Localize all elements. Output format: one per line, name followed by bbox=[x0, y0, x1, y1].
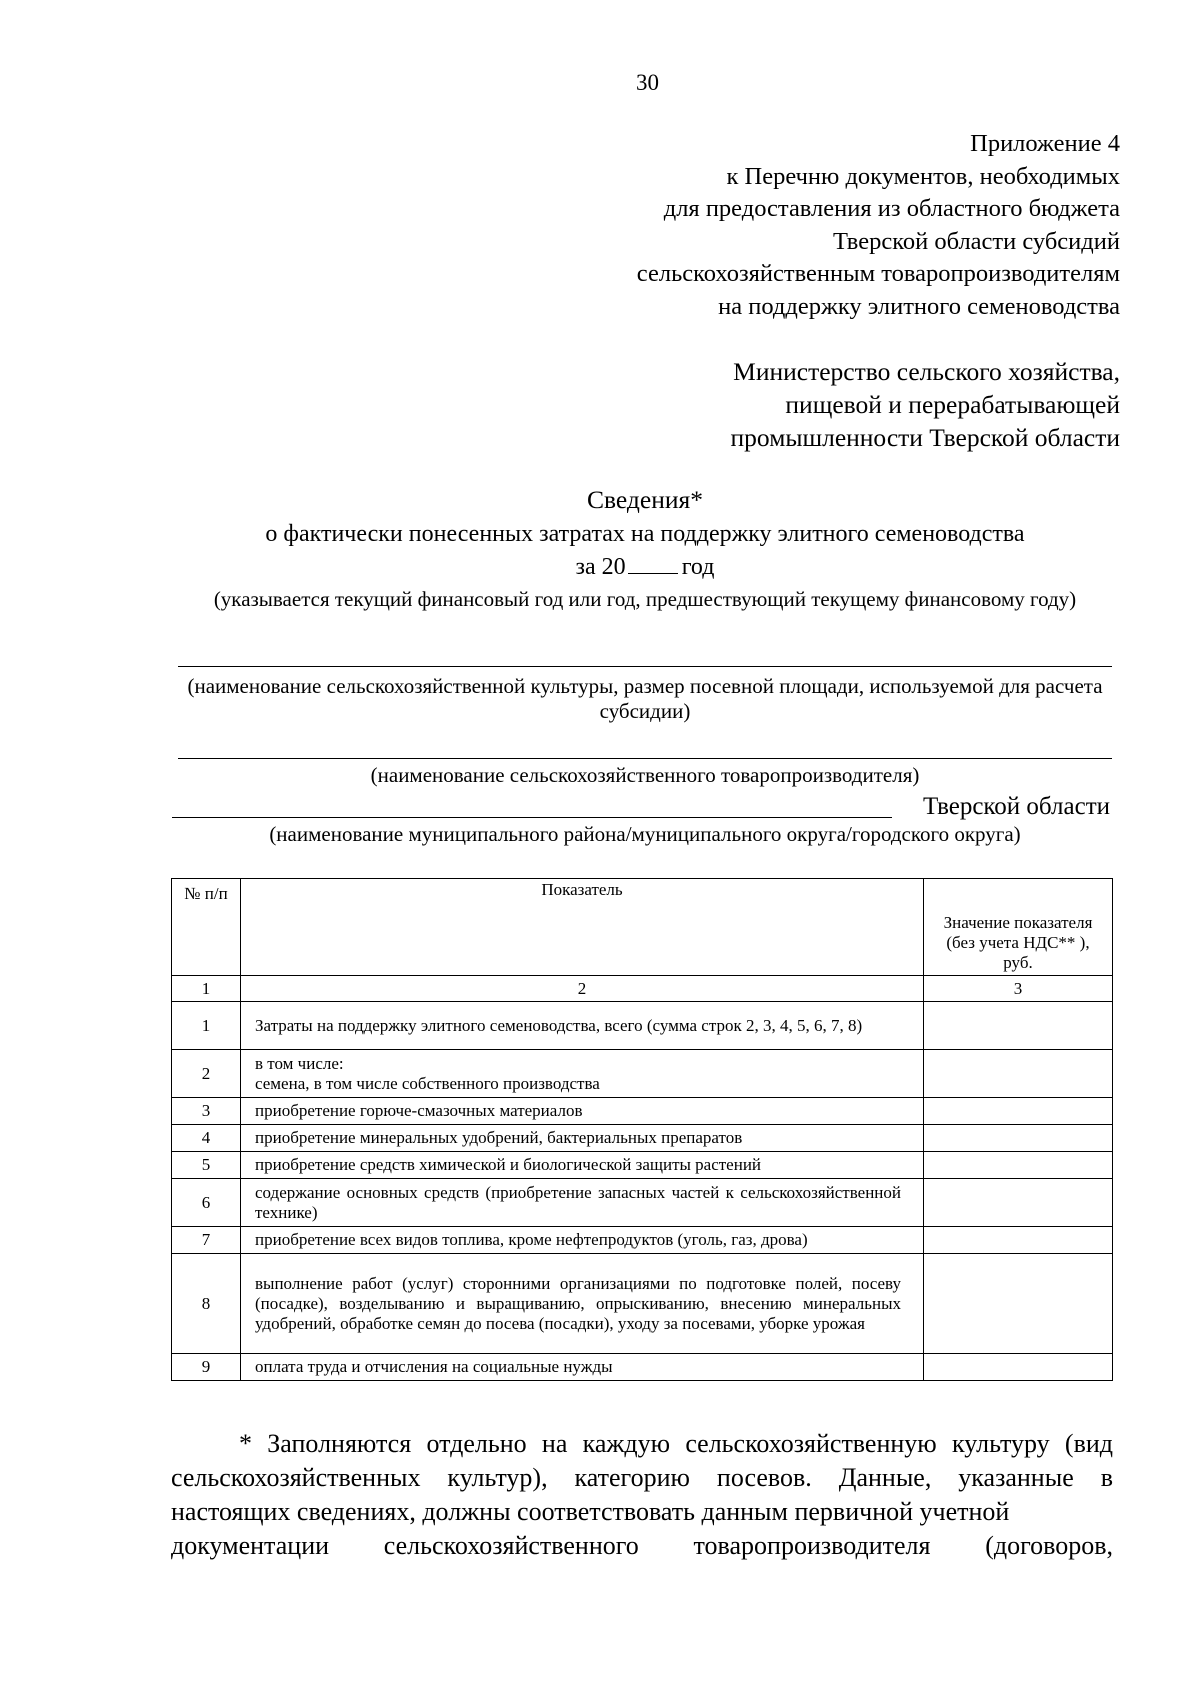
appendix-line: сельскохозяйственным товаропроизводителям bbox=[636, 260, 1120, 287]
header-value: Значение показателя (без учета НДС** ), руб. bbox=[924, 879, 1113, 976]
row-number: 2 bbox=[172, 1050, 241, 1098]
row-value-cell[interactable] bbox=[924, 1152, 1113, 1179]
row-number: 8 bbox=[172, 1254, 241, 1354]
page-number: 30 bbox=[636, 70, 659, 95]
table-row bbox=[172, 1098, 1113, 1125]
header-num: № п/п bbox=[172, 879, 241, 976]
region-suffix: Тверской области bbox=[923, 793, 1110, 820]
row-number: 6 bbox=[172, 1179, 241, 1227]
footnote-text: * Заполняются отдельно на каждую сельскохозяйственную культуру (вид сельскохозяйственных культур), категорию посевов. Данные, указанные в настоящих сведениях, должны соответствовать данным первичной учетной bbox=[171, 1429, 1113, 1526]
footnote bbox=[171, 1427, 1113, 1563]
appendix-line: для предоставления из областного бюджета bbox=[663, 195, 1120, 222]
document-subtitle: о фактически понесенных затратах на поддержку элитного семеноводства bbox=[265, 521, 1025, 547]
row-indicator: содержание основных средств (приобретение запасных частей к сельскохозяйственной технике) bbox=[241, 1179, 924, 1227]
footnote-last-line: документации сельскохозяйственного товаропроизводителя (договоров, bbox=[171, 1531, 1113, 1560]
row-value-cell[interactable] bbox=[924, 1002, 1113, 1050]
row-value-cell[interactable] bbox=[924, 1125, 1113, 1152]
row-number: 5 bbox=[172, 1152, 241, 1179]
row-indicator: приобретение минеральных удобрений, бактериальных препаратов bbox=[241, 1125, 924, 1152]
row-indicator: выполнение работ (услуг) сторонними организациями по подготовке полей, посеву (посадке), возделыванию и выращиванию, опрыскиванию, внесению минеральных удобрений, обработке семян до посева (посадки), уходу за посевами, уборке урожая bbox=[241, 1254, 924, 1354]
row-indicator: в том числе: семена, в том числе собственного производства bbox=[241, 1050, 924, 1098]
table-body bbox=[172, 1002, 1113, 1381]
row-number: 9 bbox=[172, 1354, 241, 1381]
table-row bbox=[172, 1002, 1113, 1050]
district-blank-line[interactable] bbox=[172, 817, 892, 818]
row-indicator: приобретение средств химической и биологической защиты растений bbox=[241, 1152, 924, 1179]
ministry-line: промышленности Тверской области bbox=[730, 423, 1120, 452]
column-number: 3 bbox=[924, 976, 1113, 1002]
ministry-block bbox=[520, 355, 1120, 454]
ministry-line: пищевой и перерабатывающей bbox=[785, 390, 1120, 419]
table-header-row bbox=[172, 879, 1113, 976]
document-title: Сведения* bbox=[587, 485, 703, 514]
year-blank-field[interactable] bbox=[628, 553, 678, 574]
row-value-cell[interactable] bbox=[924, 1050, 1113, 1098]
row-number: 1 bbox=[172, 1002, 241, 1050]
footnote-body bbox=[171, 1427, 1113, 1529]
table-row bbox=[172, 1354, 1113, 1381]
crop-caption: (наименование сельскохозяйственной культуры, размер посевной площади, используемой для расчета субсидии) bbox=[187, 674, 1103, 723]
table-row bbox=[172, 1125, 1113, 1152]
row-value-cell[interactable] bbox=[924, 1179, 1113, 1227]
table-row bbox=[172, 1050, 1113, 1098]
row-value-cell[interactable] bbox=[924, 1354, 1113, 1381]
year-line bbox=[170, 553, 1120, 581]
appendix-line: Приложение 4 bbox=[970, 130, 1120, 157]
row-indicator: приобретение всех видов топлива, кроме нефтепродуктов (уголь, газ, дрова) bbox=[241, 1227, 924, 1254]
row-indicator: приобретение горюче-смазочных материалов bbox=[241, 1098, 924, 1125]
year-note: (указывается текущий финансовый год или год, предшествующий текущему финансовому году) bbox=[213, 587, 1077, 611]
row-value-cell[interactable] bbox=[924, 1227, 1113, 1254]
column-number: 2 bbox=[241, 976, 924, 1002]
appendix-line: на поддержку элитного семеноводства bbox=[718, 292, 1120, 320]
row-number: 3 bbox=[172, 1098, 241, 1125]
row-indicator: Затраты на поддержку элитного семеноводства, всего (сумма строк 2, 3, 4, 5, 6, 7, 8) bbox=[241, 1002, 924, 1050]
crop-blank-line[interactable] bbox=[178, 666, 1112, 667]
row-number: 4 bbox=[172, 1125, 241, 1152]
appendix-line: к Перечню документов, необходимых bbox=[726, 162, 1120, 190]
row-value-cell[interactable] bbox=[924, 1098, 1113, 1125]
ministry-line: Министерство сельского хозяйства, bbox=[733, 357, 1120, 386]
district-caption: (наименование муниципального района/муниципального округа/городского округа) bbox=[269, 822, 1021, 846]
table-row bbox=[172, 1179, 1113, 1227]
column-number: 1 bbox=[172, 976, 241, 1002]
producer-blank-line[interactable] bbox=[178, 758, 1112, 759]
producer-caption: (наименование сельскохозяйственного товаропроизводителя) bbox=[370, 763, 920, 787]
row-number: 7 bbox=[172, 1227, 241, 1254]
table-row bbox=[172, 1254, 1113, 1354]
appendix-block bbox=[420, 128, 1120, 323]
year-prefix: за 20 bbox=[575, 554, 626, 580]
row-indicator: оплата труда и отчисления на социальные нужды bbox=[241, 1354, 924, 1381]
table-column-numbers-row bbox=[172, 976, 1113, 1002]
appendix-line: Тверской области субсидий bbox=[833, 227, 1120, 255]
header-indicator: Показатель bbox=[241, 879, 924, 976]
indicators-table bbox=[171, 878, 1113, 1381]
row-value-cell[interactable] bbox=[924, 1254, 1113, 1354]
year-suffix: год bbox=[681, 554, 715, 580]
table-row bbox=[172, 1152, 1113, 1179]
table-row bbox=[172, 1227, 1113, 1254]
